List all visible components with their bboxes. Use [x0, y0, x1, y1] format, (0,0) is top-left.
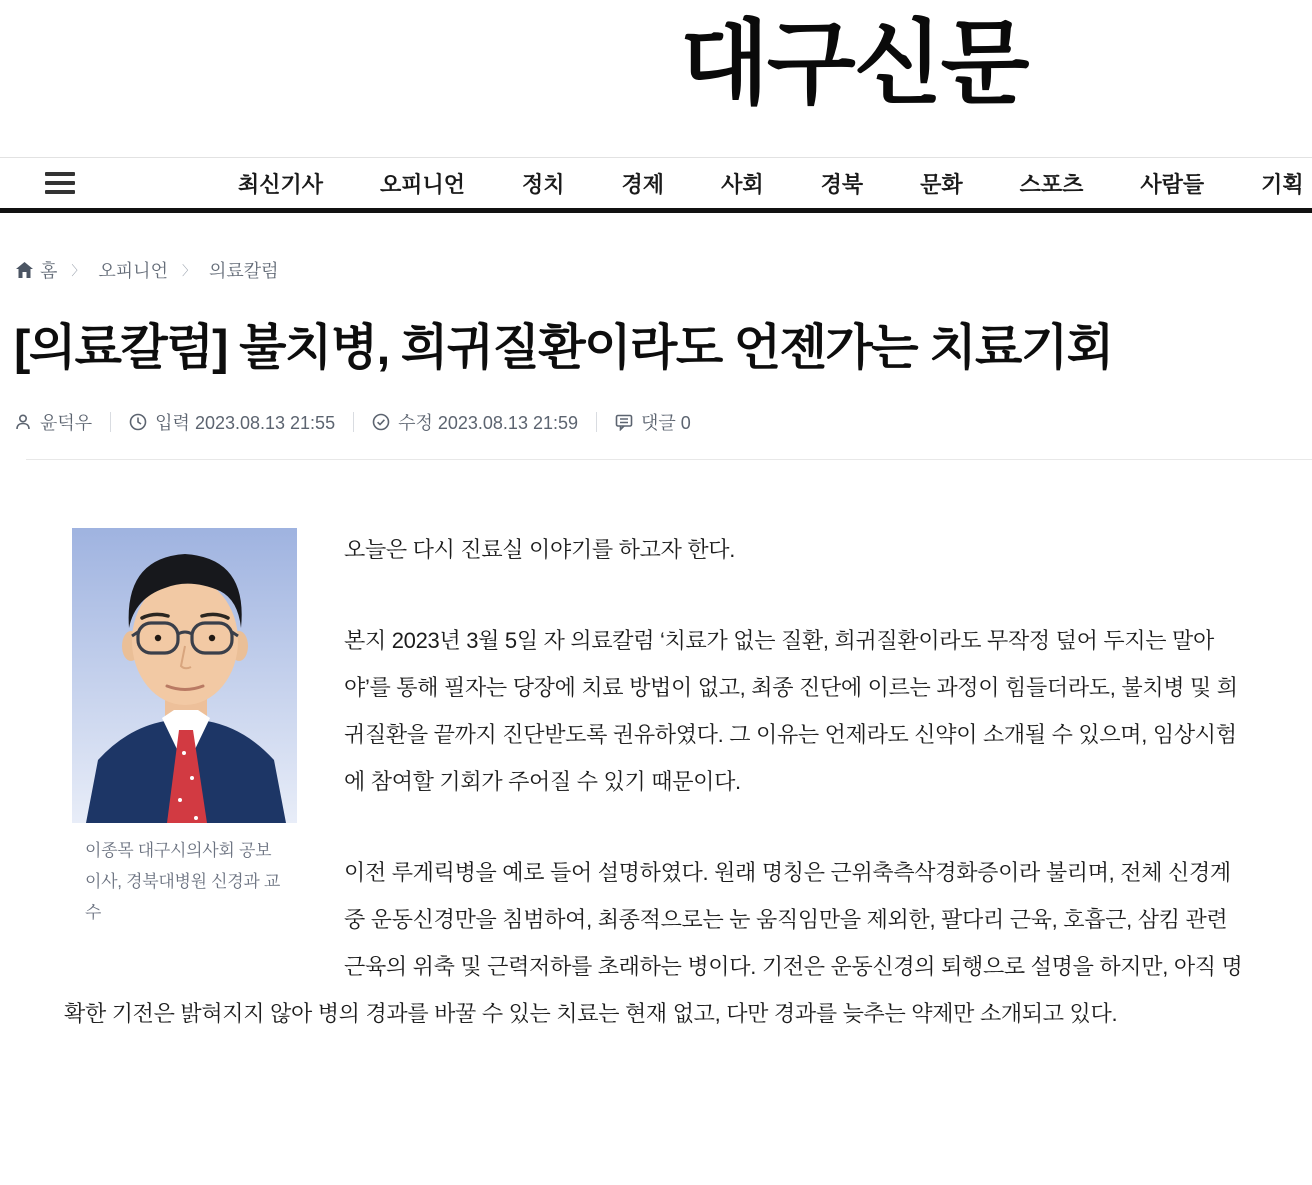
meta-divider — [596, 412, 597, 432]
nav-list — [238, 168, 1304, 199]
nav-item[interactable]: 사람들 — [1140, 171, 1205, 197]
author-name: 윤덕우 — [40, 413, 93, 433]
nav-item[interactable]: 기획 — [1261, 171, 1304, 197]
site-header — [0, 0, 1312, 157]
modified-time: 수정 2023.08.13 21:59 — [398, 413, 579, 433]
nav-item[interactable]: 문화 — [920, 171, 963, 197]
nav-item[interactable]: 경북 — [820, 171, 864, 197]
author-meta — [14, 409, 92, 435]
menu-icon[interactable] — [45, 172, 75, 194]
page-title: [의료칼럼] 불치병, 희귀질환이라도 언젠가는 치료기회 — [14, 321, 1113, 375]
comments-count: 댓글 0 — [641, 413, 691, 433]
photo-caption: 이종목 대구시의사회 공보이사, 경북대병원 신경과 교수 — [85, 841, 281, 922]
site-logo[interactable]: 대구신문 — [680, 13, 1028, 115]
nav-item[interactable]: 경제 — [621, 171, 665, 197]
comment-icon — [615, 413, 633, 431]
check-circle-icon — [372, 413, 390, 431]
article-body — [0, 460, 1312, 1037]
meta-divider — [353, 412, 354, 432]
nav-item[interactable]: 정치 — [522, 171, 565, 197]
nav-item[interactable]: 최신기사 — [238, 171, 324, 197]
article-head — [0, 283, 1312, 460]
author-photo — [72, 528, 297, 823]
article-paragraph: 본지 2023년 3월 5일 자 의료칼럼 ‘치료가 없는 질환, 희귀질환이라도 무작정 덮어 두지는 말아야’를 통해 필자는 당장에 치료 방법이 없고, 최종 진단에 이르는 과정이 힘들더라도, 불치병 및 희귀질환을 끝까지 진단받도록 권유하였다. 그 이유는 언제라도 신약이 소개될 수 있으며, 임상시험에 참여할 기회가 주어질 수 있기 때문이다. — [344, 628, 1238, 794]
published-time: 입력 2023.08.13 21:55 — [155, 413, 336, 433]
breadcrumb-home-label: 홈 — [40, 261, 58, 281]
published-meta — [129, 409, 335, 435]
chevron-right-icon — [182, 260, 195, 280]
breadcrumb — [0, 213, 1312, 283]
nav-item[interactable]: 오피니언 — [380, 171, 466, 197]
author-figure — [72, 528, 305, 928]
breadcrumb-section[interactable]: 오피니언 — [98, 261, 168, 281]
article-paragraph: 이전 루게릭병을 예로 들어 설명하였다. 원래 명칭은 근위축측삭경화증이라 불리며, 전체 신경계 중 운동신경만을 침범하여, 최종적으로는 눈 움직임만을 제외한, 팔다리 근육, 호흡근, 삼킴 관련 근육의 위축 및 근력저하를 초래하는 병이다. 기전은 운동신경의 퇴행으로 설명을 하지만, 아직 명확한 기전은 밝혀지지 않아 병의 경과를 바꿀 수 있는 치료는 현재 없고, 다만 경과를 늦추는 약제만 소개되고 있다. — [64, 860, 1243, 1026]
main-nav — [0, 157, 1312, 213]
comments-meta[interactable] — [615, 409, 691, 435]
meta-divider — [110, 412, 111, 432]
breadcrumb-category[interactable]: 의료칼럼 — [208, 261, 279, 281]
modified-meta — [372, 409, 578, 435]
breadcrumb-home[interactable] — [16, 257, 57, 283]
article-meta — [14, 409, 1312, 435]
person-icon — [14, 413, 32, 431]
article-paragraph: 오늘은 다시 진료실 이야기를 하고자 한다. — [344, 537, 736, 562]
home-icon — [16, 262, 33, 278]
clock-icon — [129, 413, 147, 431]
nav-item[interactable]: 스포츠 — [1019, 171, 1084, 197]
nav-item[interactable]: 사회 — [721, 171, 764, 197]
chevron-right-icon — [71, 260, 84, 280]
